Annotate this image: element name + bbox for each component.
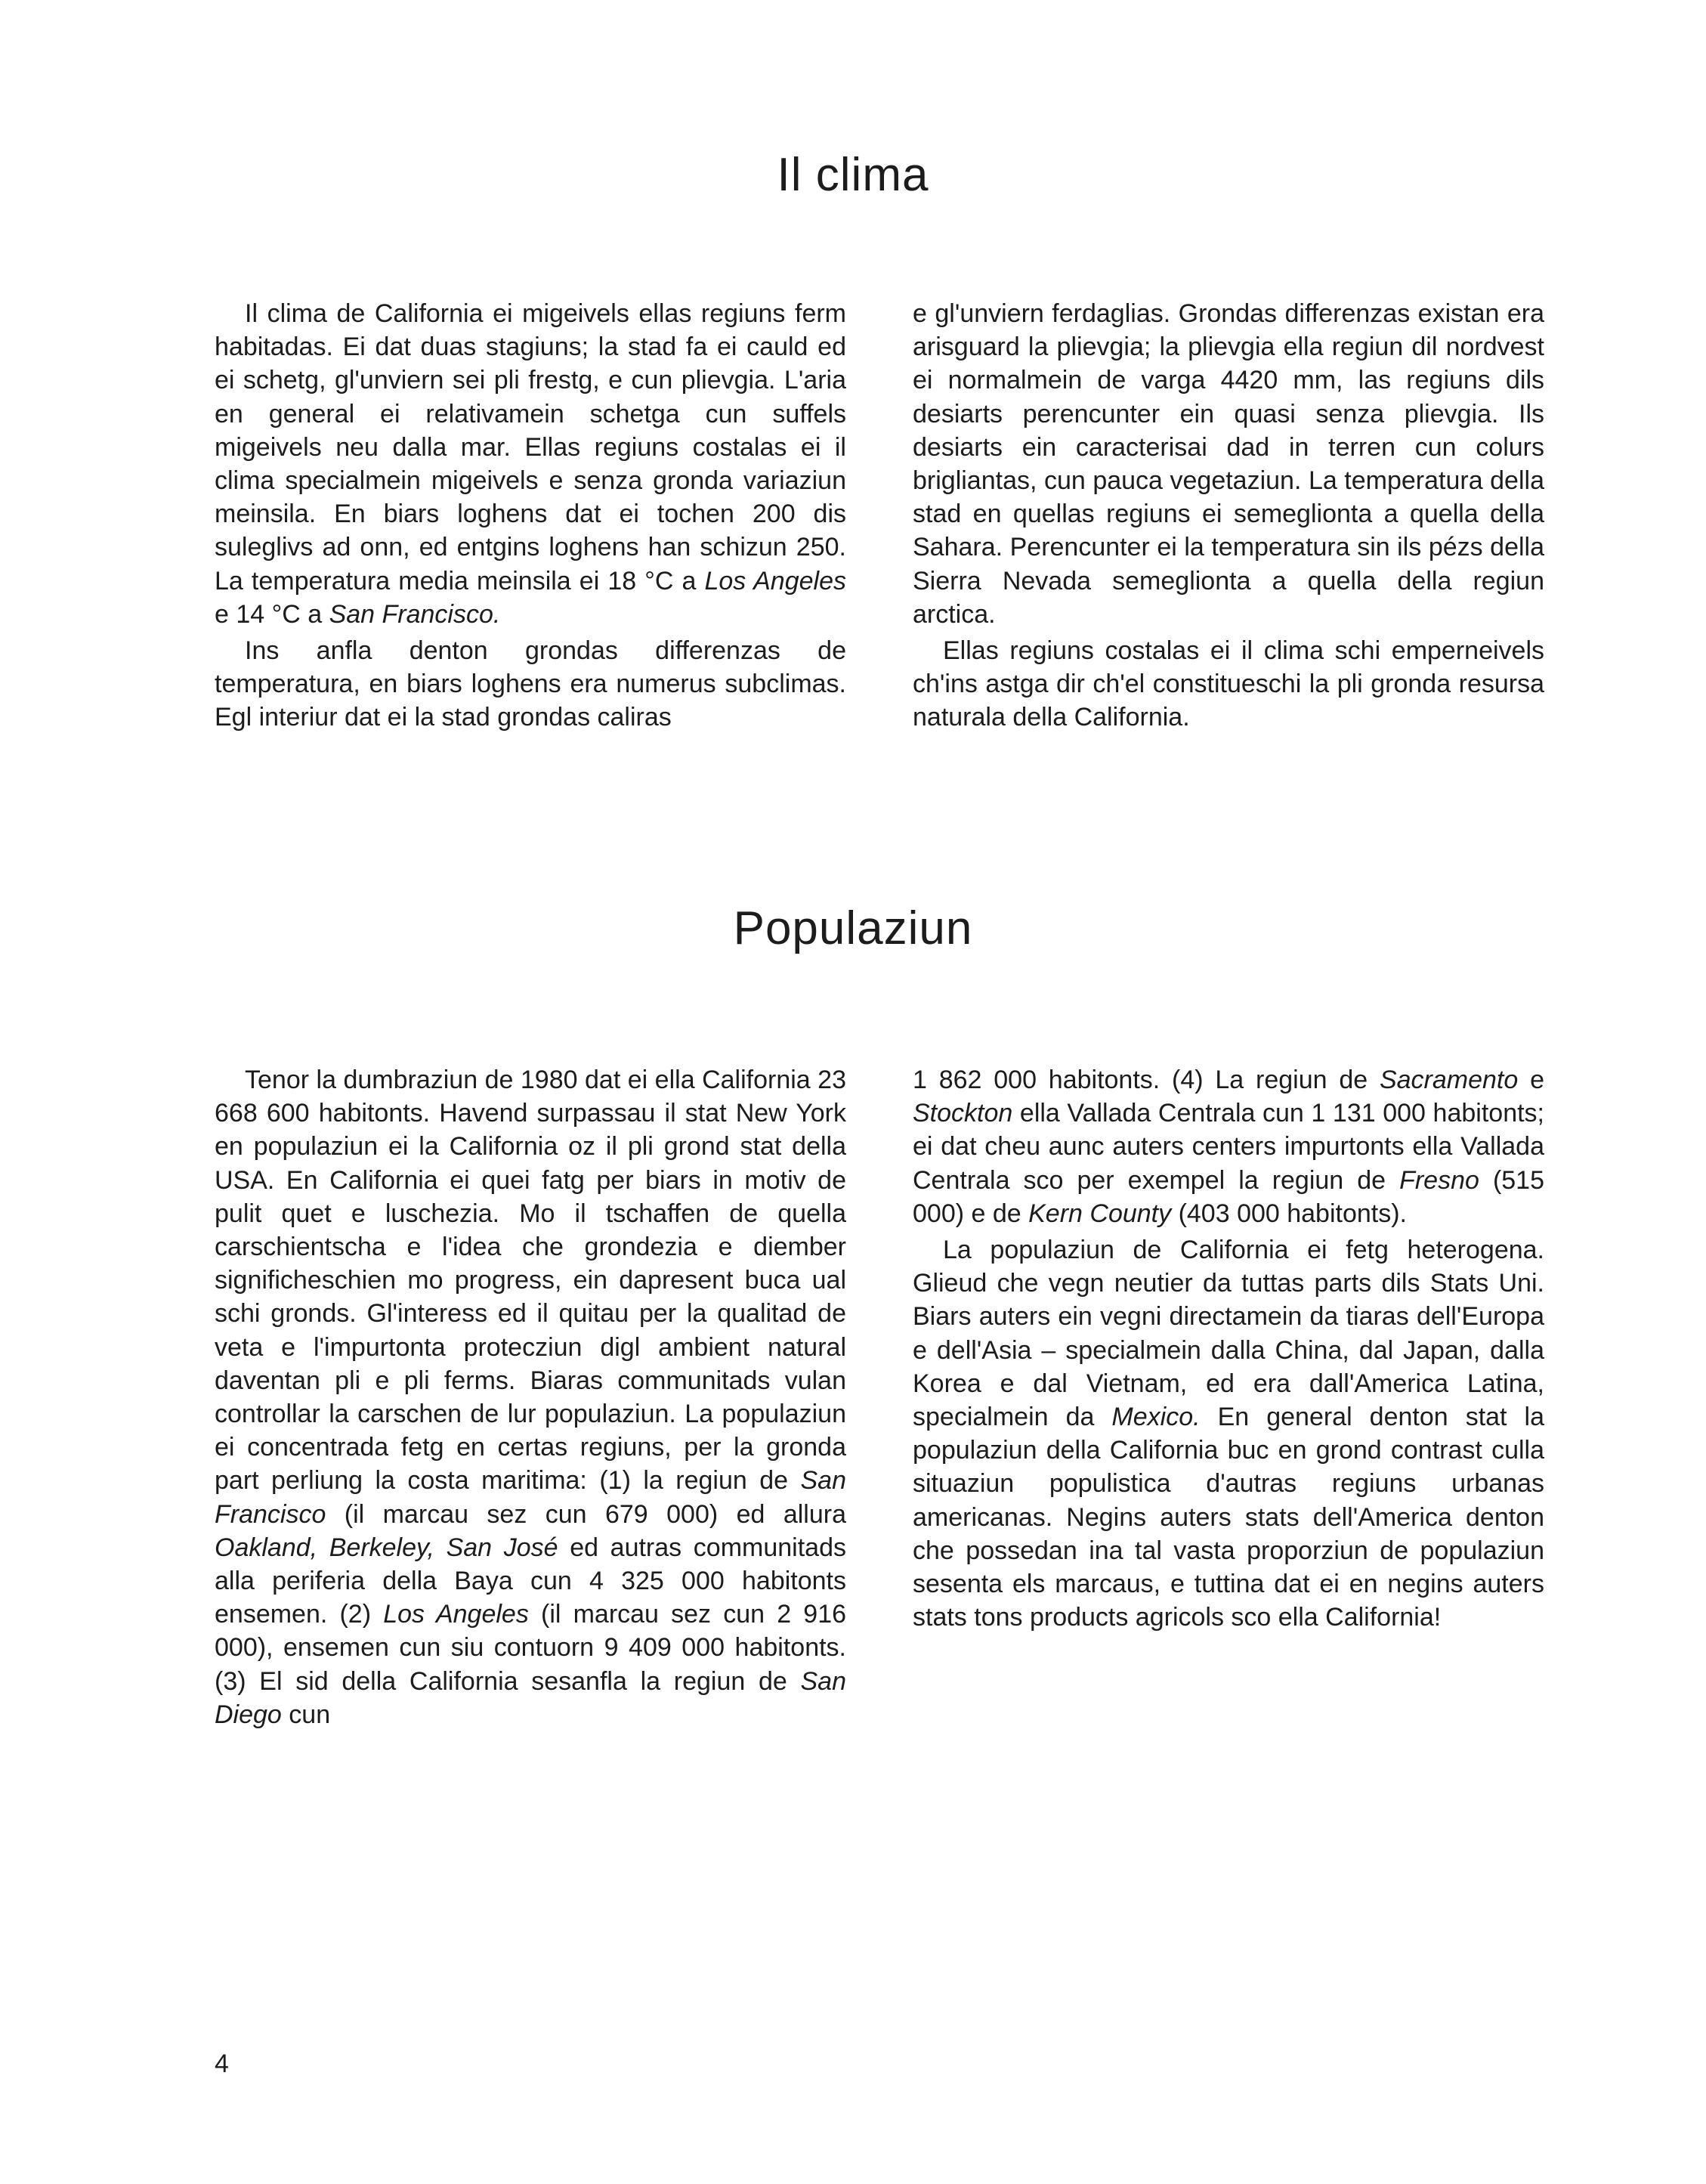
pop-p1-text-b: (il marcau sez cun 679 000) ed allura <box>326 1499 846 1529</box>
pop-p1-text-d: (il marcau sez cun 2 916 000), ensemen cun siu contuorn 9 409 000 habitonts. (3) El sid della California sesanfla la regiun de <box>215 1600 847 1696</box>
populaziun-paragraph-1-continued <box>913 1063 1544 1230</box>
clima-paragraph-2: Ins anfla denton grondas differenzas de temperatura, en biars loghens era numerus subclimas. Egl interiur dat ei la stad grondas caliras <box>215 636 846 732</box>
clima-p1-text-mid: e 14 °C a <box>215 599 329 629</box>
clima-p1-text: Il clima de California ei migeivels ellas regiuns ferm habitadas. Ei dat duas stagiuns; la stad fa ei cauld ed ei schetg, gl'unviern sei pli frestg, e cun plievgia. L'aria en general ei relativamein schetga cun suffels migeivels neu dalla mar. Ellas regiuns costalas ei il clima specialmein migeivels e senza gronda variaziun meinsila. En biars loghens dat ei tochen 200 dis suleglivs ad onn, ed entgins loghens han schizun 250. La temperatura media meinsila ei 18 °C a <box>215 299 846 595</box>
clima-p1-italic-los-angeles: Los Angeles <box>704 566 846 595</box>
pop-p1-italic-san-diego: San Diego <box>215 1666 846 1729</box>
pop-p1c-text-e: (403 000 habitonts). <box>1171 1199 1408 1228</box>
clima-paragraph-1 <box>215 297 846 631</box>
clima-columns <box>215 297 1544 735</box>
pop-p1-italic-san-francisco: San Francisco <box>215 1466 846 1529</box>
populaziun-paragraph-1 <box>215 1063 846 1731</box>
section-title-clima: Il clima <box>777 149 929 201</box>
clima-left-column <box>215 297 846 735</box>
pop-p1-text-e: cun <box>281 1700 331 1729</box>
pop-p1c-italic-stockton: Stockton <box>913 1099 1013 1128</box>
pop-p2-text-b: En general denton stat la populaziun della California buc en grond contrast culla situaziun populistica d'autras regiuns urbanas americanas. Negins auters stats dell'America denton che possedan ina tal vasta proporziun de populaziun sesenta els marcaus, e tuttina dat ei en negins auters stats tons products agricols sco ella California! <box>913 1403 1544 1632</box>
pop-p1-italic-oakland: Oakland, Berkeley, San José <box>215 1533 558 1562</box>
pop-p1-text-a: Tenor la dumbraziun de 1980 dat ei ella California 23 668 600 habitonts. Havend surpassau il stat New York en populaziun ei la California oz il pli grond stat della USA. En California ei quei fatg per biars in motiv de pulit quet e luschezia. Mo il tschaffen de quella carschientscha e l'idea che grondezia e diember significheschien mo progress, ein dapresent buca ual schi gronds. Gl'interess ed il quitau per la qualitad de veta e l'impurtonta protecziun digl ambient natural daventan pli e pli ferms. Biaras communitads vulan controllar la carschen de lur populaziun. La populaziun ei concentrada fetg en certas regiuns, per la gronda part perliung la costa maritima: (1) la regiun de <box>215 1066 846 1496</box>
populaziun-right-column <box>913 1063 1544 1731</box>
populaziun-paragraph-2 <box>913 1233 1544 1634</box>
pop-p1c-text-d: (515 000) e de <box>913 1165 1545 1228</box>
pop-p1c-italic-fresno: Fresno <box>1399 1165 1479 1195</box>
pop-p1c-text-a: 1 862 000 habitonts. (4) La regiun de <box>913 1066 1380 1094</box>
pop-p1-italic-los-angeles: Los Angeles <box>383 1600 529 1629</box>
section-title-populaziun: Populaziun <box>733 902 973 954</box>
pop-p1c-italic-sacramento: Sacramento <box>1379 1066 1519 1094</box>
populaziun-columns <box>215 1063 1544 1731</box>
clima-right-column <box>913 297 1544 735</box>
pop-p2-italic-mexico: Mexico. <box>1111 1403 1201 1432</box>
pop-p1c-italic-kern-county: Kern County <box>1028 1199 1172 1228</box>
populaziun-left-column <box>215 1063 846 1731</box>
pop-p1-text-c: ed autras communitads alla periferia della Baya cun 4 325 000 habitonts ensemen. (2) <box>215 1533 846 1629</box>
page-number: 4 <box>215 2049 229 2078</box>
clima-paragraph-3: Ellas regiuns costalas ei il clima schi emperneivels ch'ins astga dir ch'el constitueschi la pli gronda resursa naturala della California. <box>913 636 1544 732</box>
pop-p2-text-a: La populaziun de California ei fetg heterogena. Glieud che vegn neutier da tuttas parts dils Stats Uni. Biars auters ein vegni directamein da tiaras dell'Europa e dell'Asia – specialmein dalla China, dal Japan, dalla Korea e dal Vietnam, ed era dall'America Latina, specialmein da <box>913 1236 1544 1432</box>
clima-paragraph-2-continued: e gl'unviern ferdaglias. Grondas differenzas existan era arisguard la plievgia; la plievgia ella regiun dil nordvest ei normalmein de varga 4420 mm, las regiuns dils desiarts perencunter ein quasi senza plievgia. Ils desiarts ein caracterisai dad in terren cun colurs brigliantas, cun pauca vegetaziun. La temperatura della stad en quellas regiuns ei semeglionta a quella della Sahara. Perencunter ei la temperatura sin ils pézs della Sierra Nevada semeglionta a quella della regiun arctica. <box>913 299 1544 629</box>
pop-p1c-text-c: ella Vallada Centrala cun 1 131 000 habitonts; ei dat cheu aunc auters centers impurtonts ella Vallada Centrala sco per exempel la regiun de <box>913 1099 1544 1195</box>
pop-p1c-text-b: e <box>1518 1066 1544 1094</box>
clima-p1-italic-san-francisco: San Francisco. <box>329 599 501 629</box>
